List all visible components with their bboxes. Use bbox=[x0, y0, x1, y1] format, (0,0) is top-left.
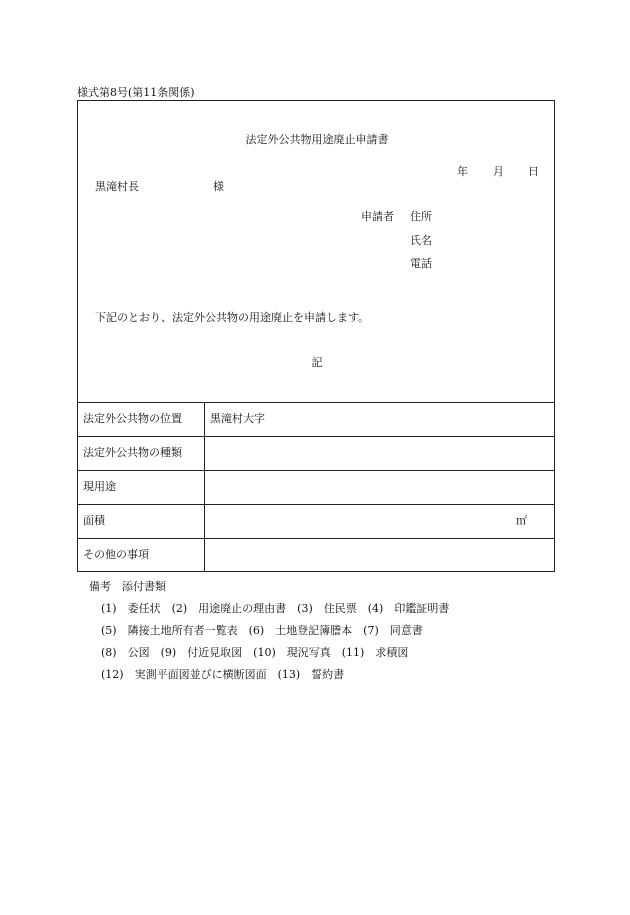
form-number: 様式第8号(第11条関係) bbox=[77, 86, 195, 99]
applicant-name-label: 氏名 bbox=[410, 234, 432, 247]
addressee-name: 黒滝村長 bbox=[95, 180, 139, 193]
applicant-phone-label: 電話 bbox=[410, 257, 432, 270]
date-year: 年 bbox=[457, 165, 468, 178]
notes-heading: 備考 添付書類 bbox=[89, 580, 166, 593]
addressee-honorific: 様 bbox=[213, 180, 224, 193]
table-divider bbox=[78, 538, 554, 539]
table-divider bbox=[78, 470, 554, 471]
row-area-unit: ㎡ bbox=[516, 514, 527, 527]
table-divider bbox=[78, 504, 554, 505]
table-divider bbox=[78, 436, 554, 437]
row-location-label: 法定外公共物の位置 bbox=[83, 412, 182, 425]
application-statement: 下記のとおり、法定外公共物の用途廃止を申請します。 bbox=[95, 311, 370, 324]
row-other-label: その他の事項 bbox=[83, 548, 149, 561]
applicant-address-label: 住所 bbox=[410, 210, 432, 223]
row-type-label: 法定外公共物の種類 bbox=[83, 446, 182, 459]
notes-line: (8) 公図 (9) 付近見取図 (10) 現況写真 (11) 求積図 bbox=[101, 646, 409, 659]
notes-line: (5) 隣接土地所有者一覧表 (6) 土地登記簿謄本 (7) 同意書 bbox=[101, 624, 423, 637]
row-current-use-label: 現用途 bbox=[83, 480, 116, 493]
row-location-value[interactable]: 黒滝村大字 bbox=[210, 412, 265, 425]
applicant-label: 申請者 bbox=[361, 210, 394, 223]
notes-line: (1) 委任状 (2) 用途廃止の理由書 (3) 住民票 (4) 印鑑証明書 bbox=[101, 602, 450, 615]
date-month: 月 bbox=[493, 165, 504, 178]
table-column-divider bbox=[204, 402, 205, 572]
form-title: 法定外公共物用途廃止申請書 bbox=[245, 133, 389, 146]
table-divider bbox=[78, 402, 554, 403]
ki-label: 記 bbox=[311, 356, 323, 369]
application-form bbox=[77, 100, 555, 572]
notes-line: (12) 実測平面図並びに横断図面 (13) 誓約書 bbox=[101, 668, 345, 681]
row-area-label: 面積 bbox=[83, 514, 105, 527]
date-day: 日 bbox=[528, 165, 539, 178]
